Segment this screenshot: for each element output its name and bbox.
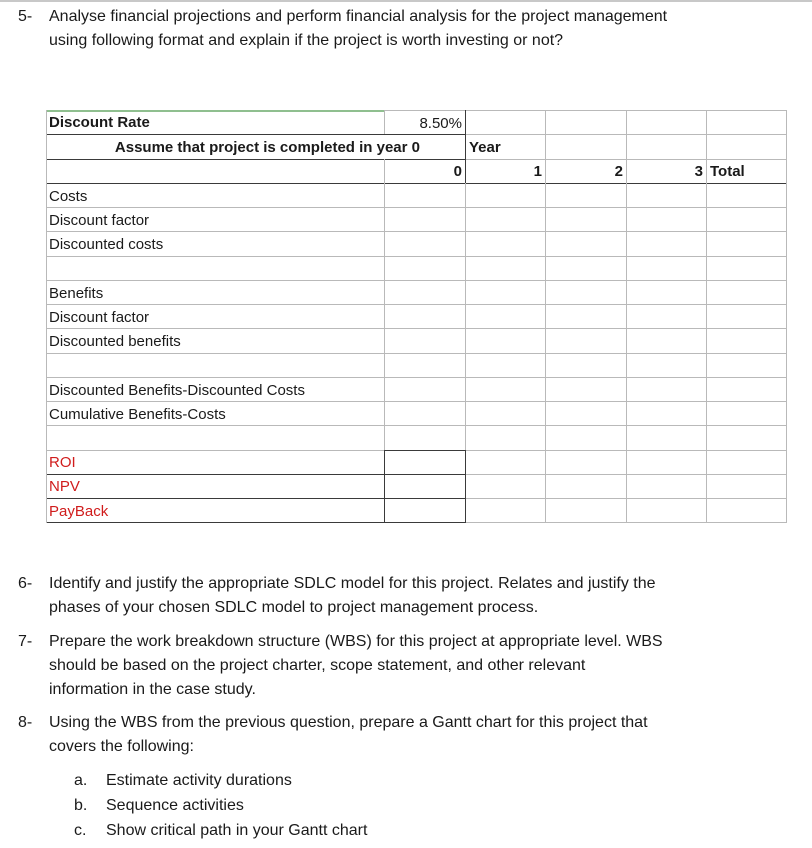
question-text-line: should be based on the project charter, scope statement, and other relevant: [49, 657, 586, 674]
question-text-line: Prepare the work breakdown structure (WBS) for this project at appropriate level. WBS: [49, 633, 663, 650]
subitem-text: Sequence activities: [106, 797, 244, 814]
question-text-line: information in the case study.: [49, 681, 256, 698]
row-label-discount-factor: Discount factor: [49, 212, 150, 229]
row-label-payback: PayBack: [49, 503, 109, 520]
question-text-line: using following format and explain if the project is worth investing or not?: [49, 32, 564, 49]
total-header: Total: [710, 163, 745, 180]
question-text-line: Using the WBS from the previous question, prepare a Gantt chart for this project that: [49, 714, 648, 731]
question-text-line: Identify and justify the appropriate SDLC model for this project. Relates and justify the: [49, 575, 656, 592]
discount-rate-label: Discount Rate: [49, 114, 150, 131]
question-number: 7-: [18, 633, 33, 650]
question-text-line: Analyse financial projections and perform financial analysis for the project management: [49, 8, 668, 25]
year-0-header: 0: [453, 163, 462, 180]
row-label-discounted-net: Discounted Benefits-Discounted Costs: [49, 382, 305, 399]
row-label-benefits: Benefits: [49, 285, 104, 302]
question-number: 6-: [18, 575, 33, 592]
financial-analysis-table: [46, 110, 787, 525]
row-label-discounted-costs: Discounted costs: [49, 236, 164, 253]
row-label-roi: ROI: [49, 454, 76, 471]
top-divider: [0, 0, 812, 2]
year-3-header: 3: [694, 163, 703, 180]
subitem-letter: a.: [74, 772, 88, 789]
row-label-discounted-benefits: Discounted benefits: [49, 333, 181, 350]
discount-rate-value: 8.50%: [419, 115, 462, 132]
question-text-line: covers the following:: [49, 738, 194, 755]
year-header: Year: [469, 139, 501, 156]
subitem-letter: b.: [74, 797, 88, 814]
question-number: 5-: [18, 8, 33, 25]
row-label-discount-factor: Discount factor: [49, 309, 150, 326]
year-2-header: 2: [614, 163, 623, 180]
row-label-costs: Costs: [49, 188, 88, 205]
subitem-text: Show critical path in your Gantt chart: [106, 822, 368, 839]
question-text-line: phases of your chosen SDLC model to project management process.: [49, 599, 539, 616]
assume-completion-note: Assume that project is completed in year 0: [114, 139, 420, 156]
subitem-text: Estimate activity durations: [106, 772, 292, 789]
question-number: 8-: [18, 714, 33, 731]
year-1-header: 1: [533, 163, 542, 180]
row-label-cumulative: Cumulative Benefits-Costs: [49, 406, 226, 423]
row-label-npv: NPV: [49, 478, 80, 495]
subitem-letter: c.: [74, 822, 87, 839]
